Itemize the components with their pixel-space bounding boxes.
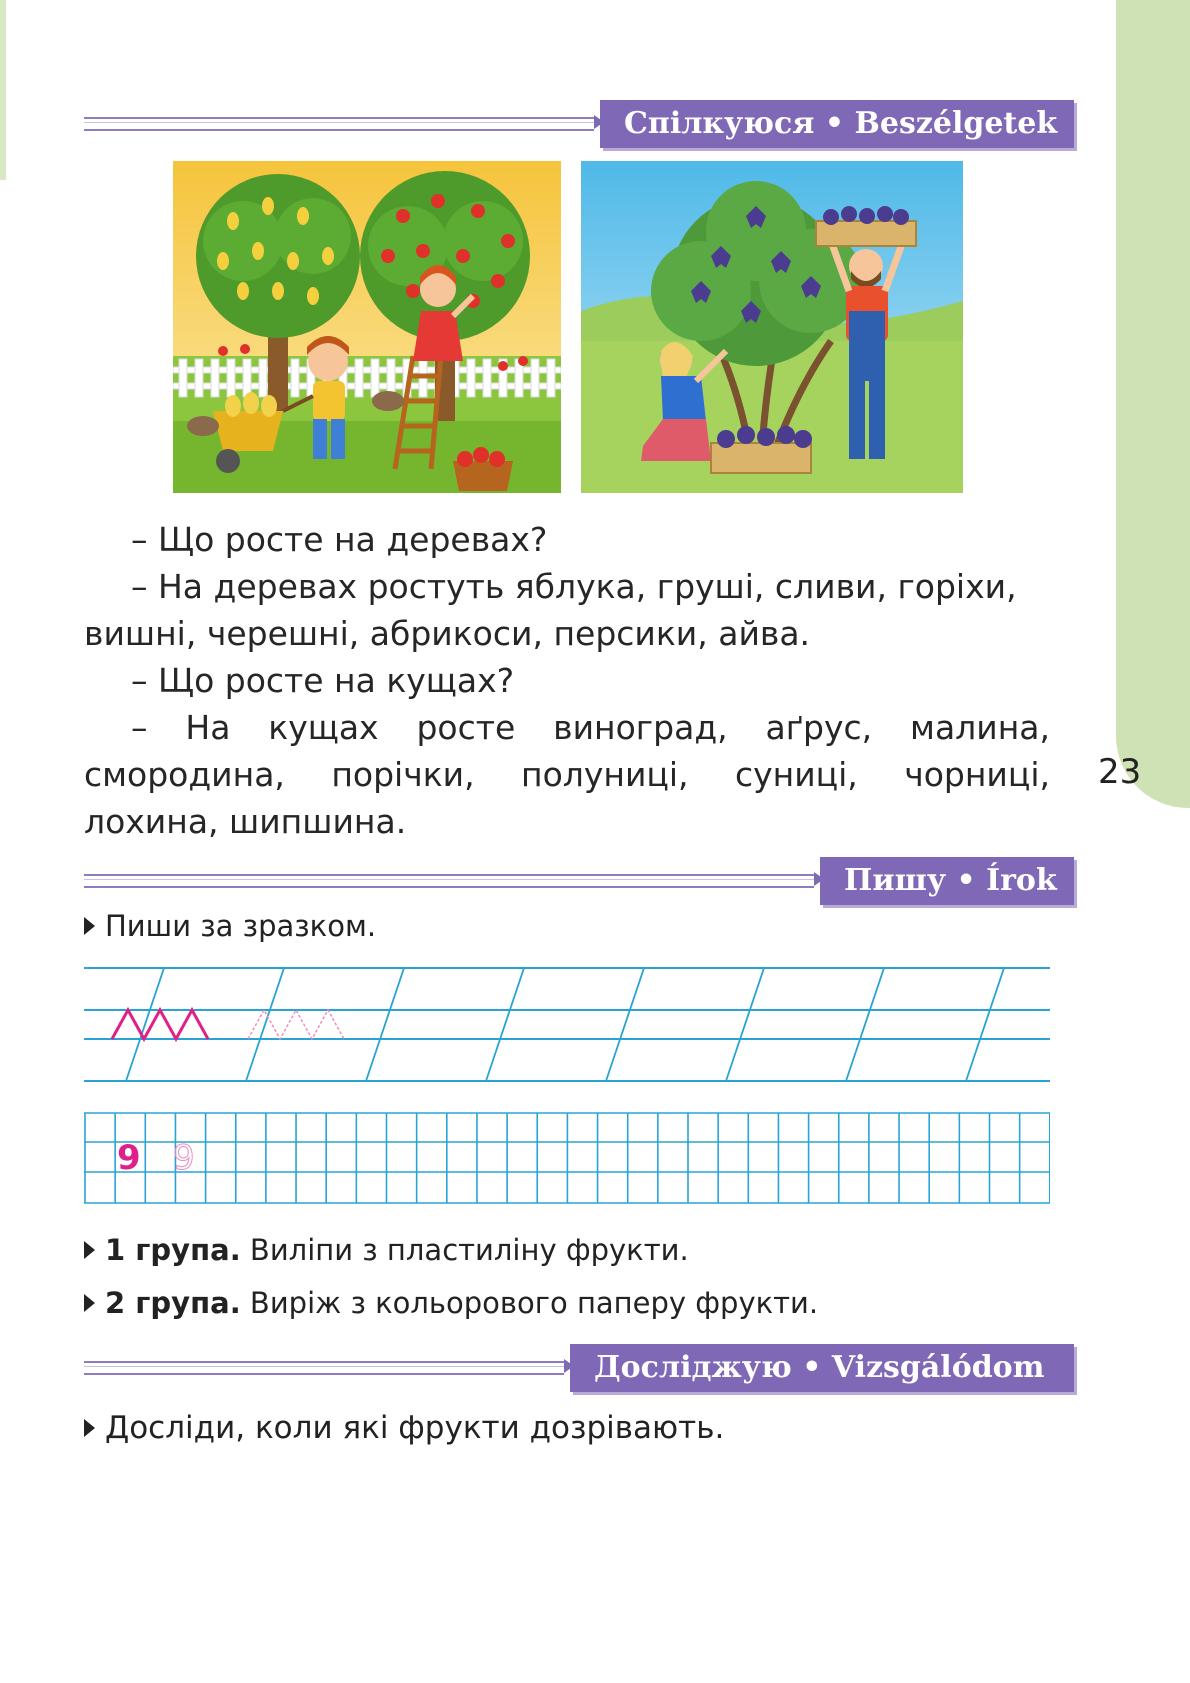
- section-rule-write: [84, 874, 814, 888]
- group1-label: 1 група.: [105, 1233, 241, 1267]
- left-edge-mark: [0, 0, 6, 180]
- bullet-triangle-icon: [84, 1241, 95, 1259]
- bullet-triangle-icon: [84, 917, 95, 935]
- digit-sample: 9: [117, 1138, 141, 1178]
- group1-text: Виліпи з пластиліну фрукти.: [240, 1233, 689, 1267]
- dialogue-line-7: лохина, шипшина.: [84, 802, 407, 841]
- dialogue-line-6: смородина, порічки, полуниці, суниці, чорниці,: [84, 755, 1050, 794]
- writing-lines[interactable]: [84, 964, 1050, 1084]
- group2-text: Виріж з кольорового паперу фрукти.: [240, 1286, 819, 1320]
- write-instruction: [84, 909, 376, 943]
- digit-trace: 9: [173, 1138, 195, 1178]
- zigzag-sample: [112, 1010, 208, 1039]
- dialogue-text: [84, 516, 1050, 845]
- section-header-explore: Досліджую • Vizsgálódom: [570, 1344, 1074, 1392]
- explore-instruction-text: Досліди, коли які фрукти дозрівають.: [105, 1410, 725, 1446]
- section-header-write: Пишу • Írok: [820, 857, 1074, 905]
- group2-task: [84, 1286, 818, 1320]
- orchard-illustration: [173, 161, 561, 493]
- grape-harvest-illustration: [581, 161, 963, 493]
- bullet-triangle-icon: [84, 1419, 95, 1437]
- writing-grid[interactable]: [84, 1112, 1050, 1204]
- group2-label: 2 група.: [105, 1286, 241, 1320]
- write-instruction-text: Пиши за зразком.: [105, 909, 377, 943]
- page-number: 23: [1098, 752, 1142, 792]
- explore-instruction: [84, 1410, 724, 1446]
- section-rule-explore: [84, 1361, 564, 1375]
- page-side-tab: [1116, 0, 1190, 808]
- section-rule-speak: [84, 117, 594, 131]
- group1-task: [84, 1233, 689, 1267]
- dialogue-line-4: – Що росте на кущах?: [131, 661, 515, 700]
- dialogue-line-5: – На кущах росте виноград, аґрус, малина,: [131, 708, 1050, 747]
- grape-harvest-picture: [581, 161, 963, 493]
- section-header-speak: Спілкуюся • Beszélgetek: [600, 100, 1074, 148]
- dialogue-line-2: – На деревах ростуть яблука, груші, сливи, горіхи,: [131, 567, 1017, 606]
- dialogue-line-1: – Що росте на деревах?: [131, 520, 548, 559]
- bullet-triangle-icon: [84, 1294, 95, 1312]
- dialogue-line-3: вишні, черешні, абрикоси, персики, айва.: [84, 614, 811, 653]
- orchard-picture: [173, 161, 561, 493]
